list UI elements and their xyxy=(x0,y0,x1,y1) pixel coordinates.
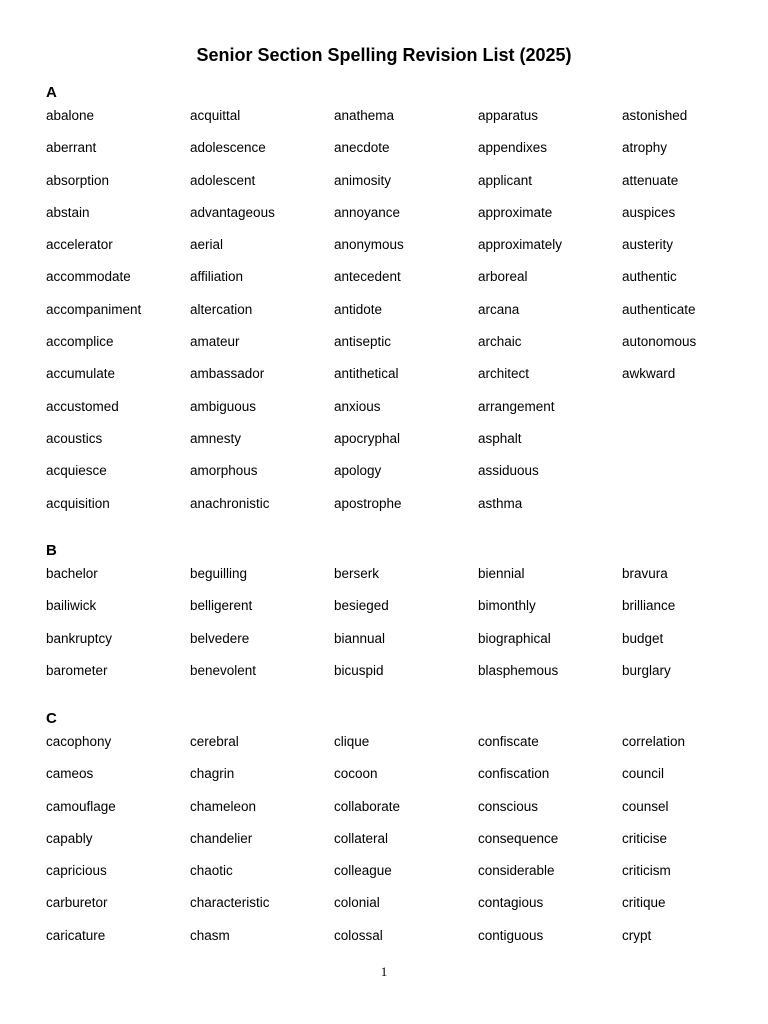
spelling-word: affiliation xyxy=(190,269,244,285)
spelling-word: caricature xyxy=(46,927,106,943)
spelling-word: assiduous xyxy=(478,463,539,479)
spelling-word: auspices xyxy=(622,204,676,220)
spelling-word: anonymous xyxy=(334,237,404,253)
spelling-word: authentic xyxy=(622,269,677,285)
spelling-word: advantageous xyxy=(190,204,275,220)
section-b xyxy=(46,542,766,694)
spelling-word: consequence xyxy=(478,830,559,846)
spelling-word: accomplice xyxy=(46,334,114,350)
page-number: 1 xyxy=(380,964,388,979)
spelling-word: cameos xyxy=(46,766,94,782)
section-heading: A xyxy=(46,84,57,101)
spelling-word: applicant xyxy=(478,172,533,188)
spelling-word: adolescent xyxy=(190,172,256,188)
spelling-word: chameleon xyxy=(190,798,257,814)
spelling-word: colleague xyxy=(334,863,392,879)
spelling-word: apparatus xyxy=(478,108,539,123)
spelling-word: antidote xyxy=(334,301,383,317)
spelling-word: authenticate xyxy=(622,301,696,317)
spelling-word: collaborate xyxy=(334,798,401,814)
spelling-word: bicuspid xyxy=(334,662,384,678)
spelling-word: belvedere xyxy=(190,630,250,646)
spelling-word: benevolent xyxy=(190,662,257,678)
spelling-word: aerial xyxy=(190,237,224,253)
spelling-word: bailiwick xyxy=(46,598,97,614)
section-heading: B xyxy=(46,542,57,559)
spelling-word: ambassador xyxy=(190,366,265,382)
spelling-word: burglary xyxy=(622,662,671,678)
spelling-word: acoustics xyxy=(46,430,103,446)
spelling-word: chasm xyxy=(190,927,230,943)
spelling-word: attenuate xyxy=(622,172,679,188)
spelling-word: berserk xyxy=(334,566,380,581)
spelling-word: accustomed xyxy=(46,398,119,414)
spelling-word: antiseptic xyxy=(334,334,392,350)
spelling-word: chaotic xyxy=(190,863,233,879)
spelling-word: critique xyxy=(622,895,666,911)
spelling-word: council xyxy=(622,766,665,782)
empty-cell xyxy=(622,398,766,430)
spelling-word: absorption xyxy=(46,172,110,188)
spelling-word: amorphous xyxy=(190,463,258,479)
spelling-word: cacophony xyxy=(46,734,112,749)
spelling-word: capably xyxy=(46,830,93,846)
spelling-word: animosity xyxy=(334,172,392,188)
spelling-word: amateur xyxy=(190,334,240,350)
empty-cell xyxy=(622,462,766,494)
spelling-word: accommodate xyxy=(46,269,131,285)
spelling-word: confiscate xyxy=(478,734,539,749)
spelling-word: biennial xyxy=(478,566,525,581)
spelling-word: acquittal xyxy=(190,108,241,123)
spelling-word: apocryphal xyxy=(334,430,401,446)
spelling-word: acquiesce xyxy=(46,463,107,479)
spelling-word: contiguous xyxy=(478,927,544,943)
spelling-word: colossal xyxy=(334,927,383,943)
spelling-word: considerable xyxy=(478,863,555,879)
spelling-word: contagious xyxy=(478,895,544,911)
spelling-word: abalone xyxy=(46,108,95,123)
spelling-word: arrangement xyxy=(478,398,555,414)
spelling-word: abstain xyxy=(46,204,90,220)
spelling-word: arcana xyxy=(478,301,520,317)
spelling-word: asphalt xyxy=(478,430,522,446)
spelling-word: ambiguous xyxy=(190,398,257,414)
spelling-word: appendixes xyxy=(478,140,548,156)
spelling-word: belligerent xyxy=(190,598,253,614)
spelling-word: bimonthly xyxy=(478,598,536,614)
spelling-word: chandelier xyxy=(190,830,253,846)
spelling-word: astonished xyxy=(622,108,688,123)
spelling-word: anxious xyxy=(334,398,381,414)
spelling-word: biannual xyxy=(334,630,386,646)
section-c xyxy=(46,710,766,959)
spelling-word: beguilling xyxy=(190,566,248,581)
spelling-word: amnesty xyxy=(190,430,242,446)
spelling-word: apostrophe xyxy=(334,495,402,511)
spelling-word: annoyance xyxy=(334,204,401,220)
spelling-word: archaic xyxy=(478,334,522,350)
spelling-word: asthma xyxy=(478,495,523,511)
spelling-word: camouflage xyxy=(46,798,116,814)
spelling-word: aberrant xyxy=(46,140,97,156)
spelling-word: bankruptcy xyxy=(46,630,113,646)
section-heading: C xyxy=(46,710,57,727)
empty-cell xyxy=(622,495,766,527)
spelling-word: counsel xyxy=(622,798,669,814)
spelling-word: cerebral xyxy=(190,734,239,749)
spelling-word: adolescence xyxy=(190,140,266,156)
spelling-word: criticism xyxy=(622,863,671,879)
spelling-word: anachronistic xyxy=(190,495,270,511)
spelling-word: antithetical xyxy=(334,366,399,382)
spelling-word: bravura xyxy=(622,566,668,581)
spelling-word: correlation xyxy=(622,734,686,749)
spelling-word: altercation xyxy=(190,301,253,317)
spelling-word: cocoon xyxy=(334,766,378,782)
spelling-word: barometer xyxy=(46,662,108,678)
spelling-word: clique xyxy=(334,734,370,749)
word-grid xyxy=(46,733,766,959)
spelling-word: blasphemous xyxy=(478,662,559,678)
spelling-word: chagrin xyxy=(190,766,235,782)
spelling-word: approximately xyxy=(478,237,563,253)
spelling-word: bachelor xyxy=(46,566,98,581)
spelling-word: collateral xyxy=(334,830,389,846)
spelling-word: antecedent xyxy=(334,269,401,285)
spelling-word: capricious xyxy=(46,863,107,879)
word-grid xyxy=(46,565,766,694)
spelling-word: anathema xyxy=(334,108,395,123)
spelling-word: architect xyxy=(478,366,530,382)
spelling-word: brilliance xyxy=(622,598,676,614)
spelling-word: crypt xyxy=(622,927,652,943)
word-grid xyxy=(46,107,766,527)
spelling-word: characteristic xyxy=(190,895,270,911)
spelling-word: confiscation xyxy=(478,766,550,782)
spelling-word: atrophy xyxy=(622,140,668,156)
spelling-word: anecdote xyxy=(334,140,390,156)
section-a xyxy=(46,84,766,527)
spelling-word: acquisition xyxy=(46,495,110,511)
spelling-word: austerity xyxy=(622,237,674,253)
spelling-word: biographical xyxy=(478,630,551,646)
spelling-word: arboreal xyxy=(478,269,528,285)
spelling-word: colonial xyxy=(334,895,380,911)
spelling-word: carburetor xyxy=(46,895,108,911)
spelling-word: criticise xyxy=(622,830,668,846)
empty-cell xyxy=(622,430,766,462)
spelling-word: budget xyxy=(622,630,664,646)
spelling-word: accelerator xyxy=(46,237,113,253)
spelling-word: approximate xyxy=(478,204,553,220)
spelling-word: accumulate xyxy=(46,366,116,382)
spelling-word: awkward xyxy=(622,366,676,382)
spelling-word: apology xyxy=(334,463,382,479)
spelling-word: autonomous xyxy=(622,334,697,350)
spelling-word: conscious xyxy=(478,798,539,814)
spelling-word: besieged xyxy=(334,598,389,614)
page-title: Senior Section Spelling Revision List (2025) xyxy=(196,45,572,65)
spelling-word: accompaniment xyxy=(46,301,142,317)
